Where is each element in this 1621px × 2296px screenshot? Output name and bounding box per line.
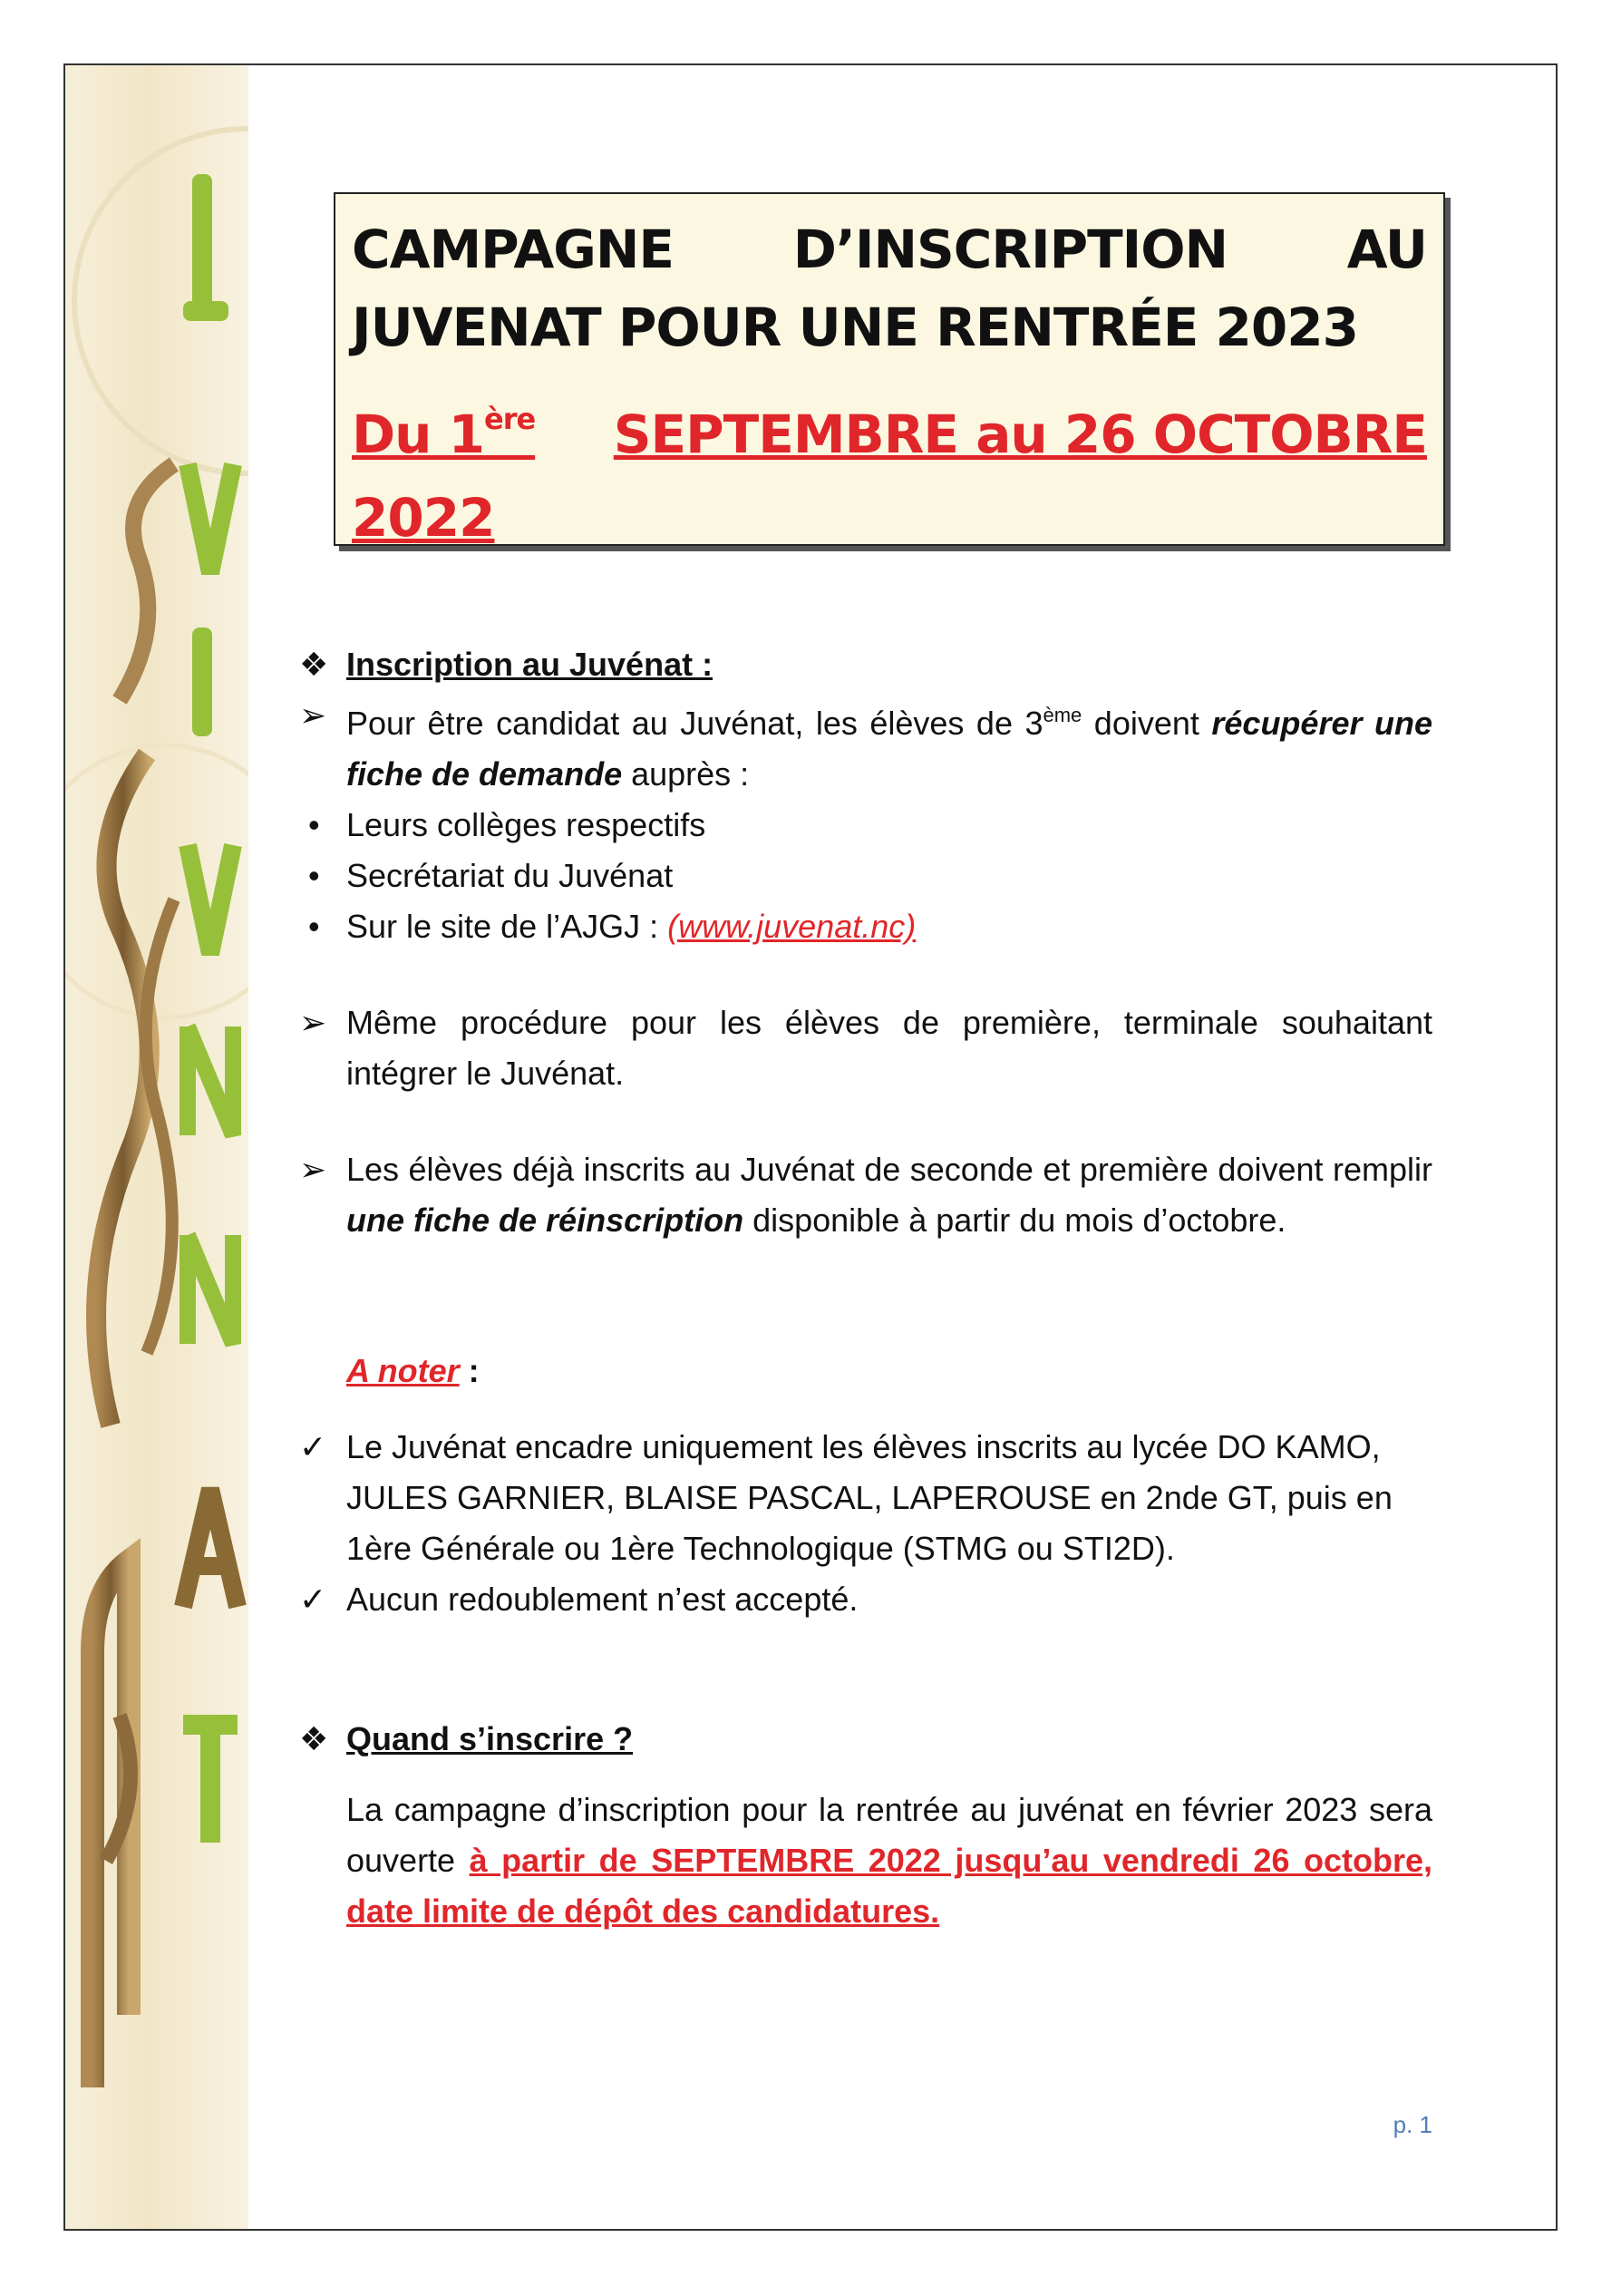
dates-start: Du 1ère <box>352 402 536 465</box>
dot-bullet-icon: • <box>299 908 320 945</box>
arrow-bullet-icon: ➢ <box>299 1004 327 1041</box>
section2-heading-row <box>299 1714 1432 1765</box>
title-line2: JUVENAT POUR UNE RENTRÉE 2023 <box>352 297 1358 358</box>
page-number: p. 1 <box>1393 2111 1432 2138</box>
list-item: ➢ Pour être candidat au Juvénat, les élèves de 3ème doivent récupérer une fiche de demande auprès : <box>299 690 1432 800</box>
title-word: CAMPAGNE <box>352 219 675 280</box>
list-item: • Secrétariat du Juvénat <box>299 851 1432 901</box>
note-heading: A noter : <box>346 1352 480 1389</box>
arrow-bullet-icon: ➢ <box>299 1151 327 1188</box>
decorative-logo-band <box>65 65 248 2229</box>
list-item: • Sur le site de l’AJGJ : (www.juvenat.nc) <box>299 901 1432 952</box>
section2-heading: Quand s’inscrire ? <box>346 1720 634 1757</box>
decor-letter <box>183 1725 238 1843</box>
decor-stroke <box>120 464 174 700</box>
list-item: ➢ Les élèves déjà inscrits au Juvénat de seconde et première doivent remplir une fiche de réinscription disponible à partir du mois d’octobre. <box>299 1144 1432 1246</box>
decor-circle <box>74 129 248 473</box>
decor-letter <box>188 845 233 954</box>
side-band <box>65 65 248 2229</box>
title-word: D’INSCRIPTION <box>792 219 1228 280</box>
title-box <box>334 192 1445 549</box>
list-item: ➢ Même procédure pour les élèves de première, terminale souhaitant intégrer le Juvénat. <box>299 997 1432 1099</box>
list-item: ✓ Aucun redoublement n’est accepté. <box>299 1574 1432 1625</box>
decor-letter <box>183 301 228 321</box>
decor-letter <box>192 628 212 736</box>
title-dates <box>352 377 1427 559</box>
title-word: AU <box>1346 219 1427 280</box>
decor-stroke <box>146 900 174 1353</box>
decor-stroke <box>96 754 150 1425</box>
check-icon: ✓ <box>299 1581 327 1618</box>
list-item: • Leurs collèges respectifs <box>299 800 1432 851</box>
decor-letter <box>188 1235 233 1344</box>
content <box>299 639 1432 1937</box>
arrow-bullet-icon: ➢ <box>299 696 327 734</box>
website-link[interactable]: (www.juvenat.nc) <box>667 908 917 945</box>
decor-letter <box>188 1026 233 1135</box>
decor-letter <box>192 174 212 319</box>
section1-heading-row <box>299 639 1432 690</box>
dates-rest: SEPTEMBRE au 26 OCTOBRE <box>613 404 1427 465</box>
diamond-bullet-icon: ❖ <box>299 646 329 683</box>
section2-paragraph: La campagne d’inscription pour la rentrée au juvénat en février 2023 sera ouverte à partir de SEPTEMBRE 2022 jusqu’au vendredi 26 octobre, date limite de dépôt des candidatures. <box>346 1791 1432 1930</box>
dot-bullet-icon: • <box>299 806 320 843</box>
decor-letter <box>188 464 233 573</box>
list-item: ✓ Le Juvénat encadre uniquement les élèves inscrits au lycée DO KAMO, JULES GARNIER, BLAISE PASCAL, LAPEROUSE en 2nde GT, puis en 1ère Générale ou 1ère Technologique (STMG ou STI2D). <box>299 1422 1432 1574</box>
check-icon: ✓ <box>299 1428 327 1465</box>
diamond-bullet-icon: ❖ <box>299 1720 329 1757</box>
decor-letter <box>183 1489 238 1607</box>
dot-bullet-icon: • <box>299 857 320 894</box>
title-line1 <box>352 210 1427 288</box>
section1-heading: Inscription au Juvénat : <box>346 646 713 683</box>
dates-year: 2022 <box>352 487 495 549</box>
